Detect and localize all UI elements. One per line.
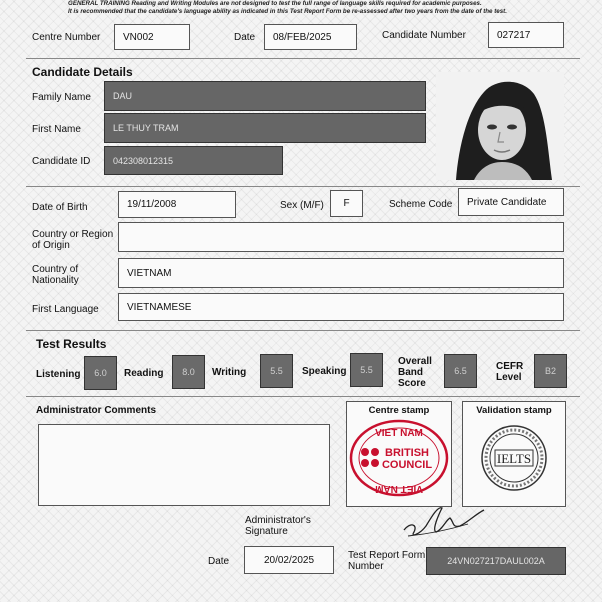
family-name-field: DAU [104,81,426,111]
admin-date-field: 20/02/2025 [244,546,334,574]
trf-label-line-2: Number [348,561,384,572]
admin-comments-field [38,424,330,506]
stamp-top-text: VIET NAM [375,428,423,439]
centre-number-label: Centre Number [32,32,101,43]
sex-field: F [330,190,363,217]
origin-label [32,229,113,251]
seal-text: IELTS [496,451,532,466]
test-results-title: Test Results [36,337,107,351]
cefr-label-line-2: Level [496,372,522,383]
cefr-level: B2 [534,354,567,388]
cefr-label-line-1: CEFR [496,361,524,372]
candidate-number-label: Candidate Number [382,30,466,41]
origin-field [118,222,564,252]
nationality-label-line-1: Country of [32,264,79,275]
stamp-line-2: COUNCIL [381,459,433,471]
candidate-number-field: 027217 [488,22,564,48]
reading-label: Reading [124,368,164,379]
reading-score: 8.0 [172,355,205,389]
scheme-code-label: Scheme Code [389,199,453,210]
dob-label: Date of Birth [32,202,88,213]
nationality-field: VIETNAM [118,258,564,288]
speaking-score: 5.5 [350,353,383,387]
centre-number-field: VN002 [114,24,190,50]
speaking-label: Speaking [302,366,347,377]
first-name-field: LE THUY TRAM [104,113,426,143]
first-name-label: First Name [32,124,81,135]
divider [26,58,580,59]
overall-label-line-3: Score [398,378,426,389]
date-label: Date [234,32,256,43]
admin-comments-label: Administrator Comments [36,405,157,416]
validation-stamp-label: Validation stamp [476,405,552,416]
origin-label-line-2: of Origin [32,240,70,251]
family-name-label: Family Name [32,92,91,103]
cefr-level-label [496,361,523,383]
candidate-id-label: Candidate ID [32,156,91,167]
ielts-validation-seal [463,416,565,500]
listening-score: 6.0 [84,356,117,390]
first-language-field: VIETNAMESE [118,293,564,321]
notice [68,0,507,16]
notice-line-1: GENERAL TRAINING Reading and Writing Modules are not designed to test the full range of language skills required for academic purposes. [68,0,482,7]
validation-stamp-box [462,401,566,507]
administrator-signature [398,500,488,542]
notice-line-2: It is recommended that the candidate's language ability as indicated in this Test Report Form be re-assessed after two years from the date of the test. [68,8,507,15]
centre-stamp-label: Centre stamp [368,405,430,416]
signature-label-line-1: Administrator's [245,515,311,526]
stamp-line-1: BRITISH [385,447,429,459]
nationality-label [32,264,79,286]
first-language-label: First Language [32,304,99,315]
writing-score: 5.5 [260,354,293,388]
overall-label-line-1: Overall [398,356,432,367]
divider [26,396,580,397]
listening-label: Listening [36,369,81,380]
scheme-code-field: Private Candidate [458,188,564,216]
candidate-id-field: 042308012315 [104,146,283,175]
divider [26,186,580,187]
writing-label: Writing [212,367,247,378]
candidate-details-title: Candidate Details [32,65,133,79]
stamp-bottom-text: VIET NAM [375,483,423,494]
trf-label-line-1: Test Report Form [348,550,426,561]
candidate-photo [436,72,564,180]
centre-stamp-box [346,401,452,507]
overall-band-label [398,356,432,389]
divider [26,330,580,331]
sex-label: Sex (M/F) [280,200,324,211]
test-date-field: 08/FEB/2025 [264,24,357,50]
dob-field: 19/11/2008 [118,191,236,218]
signature-label [245,515,311,537]
trf-number-field: 24VN027217DAUL002A [426,547,566,575]
signature-label-line-2: Signature [245,526,288,537]
trf-number-label [348,550,425,572]
admin-date-label: Date [208,556,230,567]
overall-band-score: 6.5 [444,354,477,388]
overall-label-line-2: Band [398,367,423,378]
british-council-stamp [347,416,451,500]
origin-label-line-1: Country or Region [32,229,114,240]
nationality-label-line-2: Nationality [32,275,79,286]
